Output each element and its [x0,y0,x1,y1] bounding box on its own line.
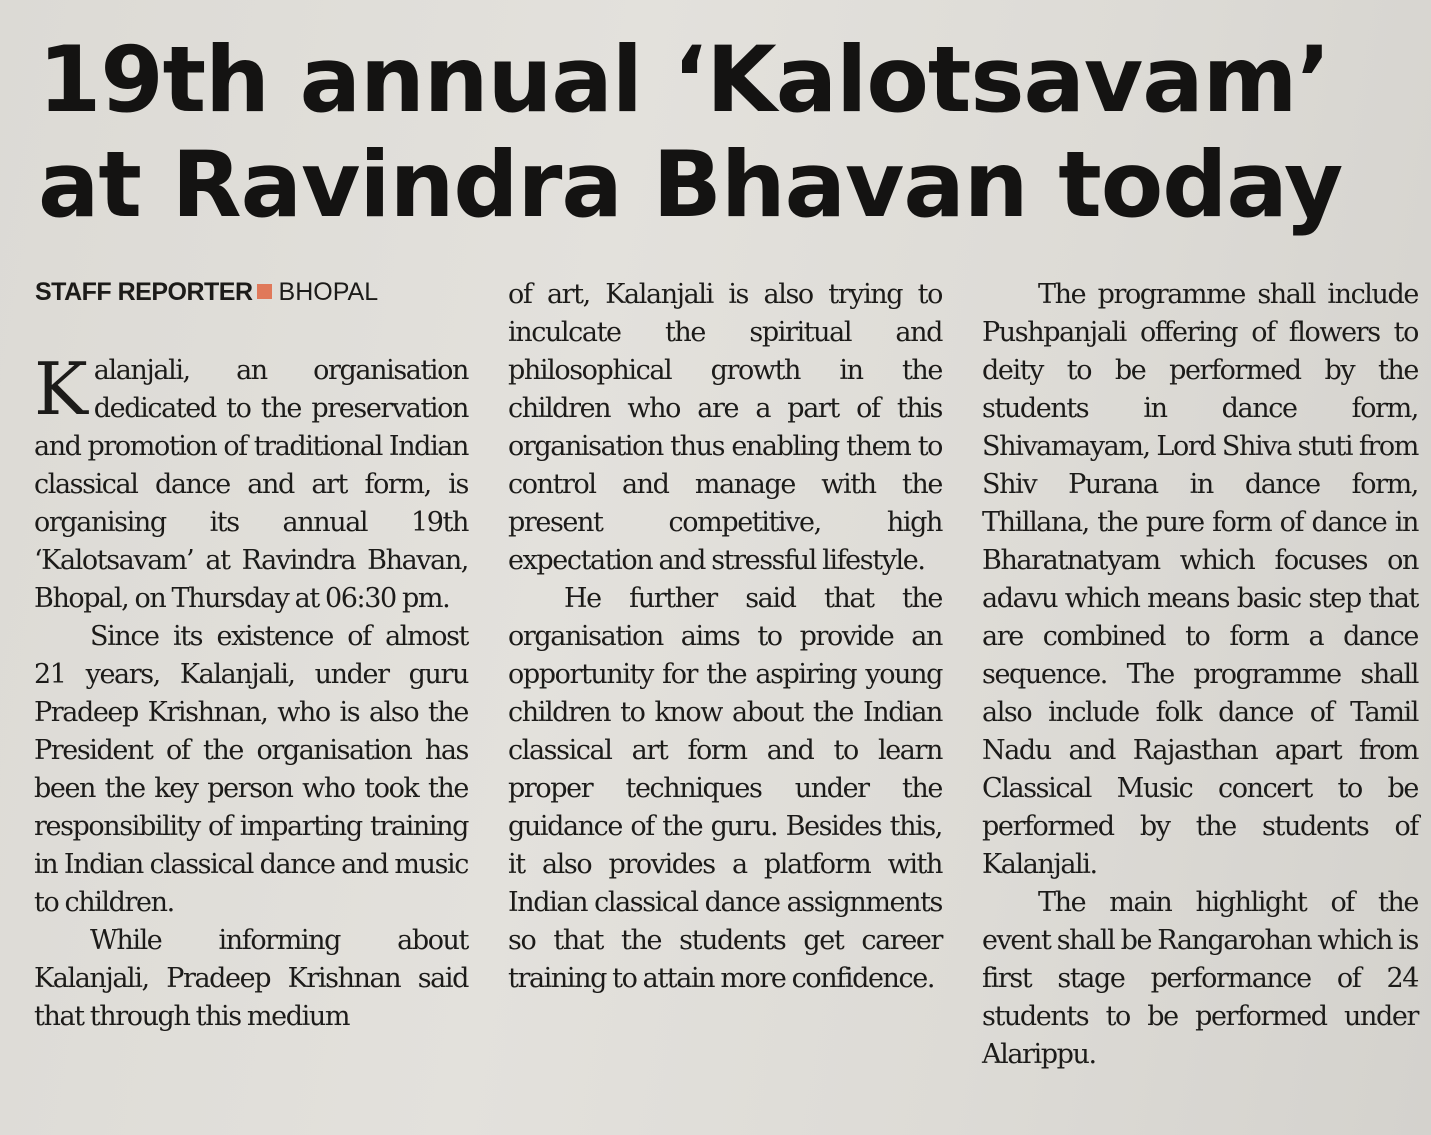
article-column-3 [982,276,1418,1074]
paragraph: While informing about Kalanjali, Pradeep Krishnan said that through this medium [34,925,468,1032]
headline-line-2: at Ravindra Bhavan today [38,133,1343,238]
article-column-1 [34,347,468,1036]
drop-cap: K [34,347,88,431]
article-column-2 [508,276,942,998]
paragraph: He further said that the organisation aims to provide an opportunity for the aspiring young children to know about the Indian classical art form and to learn proper techniques under the guidance of the guru. Besides this, it also provides a platform with Indian classical dance assignments so that the students get career training to attain more confidence. [508,583,942,994]
byline-place: BHOPAL [278,278,379,306]
paragraph: The programme shall include Pushpanjali offering of flowers to deity to be performed by the students in dance form, Shivamayam, Lord Shiva stuti from Shiv Purana in dance form, Thillana, the pure form of dance in Bharatnatyam which focuses on adavu which means basic step that are combined to form a dance sequence. The programme shall also include folk dance of Tamil Nadu and Rajasthan apart from Classical Music concert to be performed by the students of Kalanjali. [982,279,1418,880]
byline [35,277,378,307]
paragraph: Since its existence of almost 21 years, Kalanjali, under guru Pradeep Krishnan, who is also the President of the organisation has been the key person who took the responsibility of imparting training in Indian classical dance and music to children. [34,621,468,918]
paragraph: alanjali, an organisation dedicated to the preservation and promotion of traditional Indian classical dance and art form, is organising its annual 19th ‘Kalotsavam’ at Ravindra Bhavan, Bhopal, on Thursday at 06:30 pm. [34,355,468,614]
byline-reporter: STAFF REPORTER [35,278,253,306]
paragraph: The main highlight of the event shall be Rangarohan which is first stage performance of 24 students to be performed under Alarippu. [982,887,1418,1070]
paragraph: of art, Kalanjali is also trying to inculcate the spiritual and philosophical growth in the children who are a part of this organisation thus enabling them to control and manage with the present competitive, high expectation and stressful lifestyle. [508,279,942,576]
headline-line-1: 19th annual ‘Kalotsavam’ [38,28,1331,133]
byline-separator-square [257,284,272,299]
